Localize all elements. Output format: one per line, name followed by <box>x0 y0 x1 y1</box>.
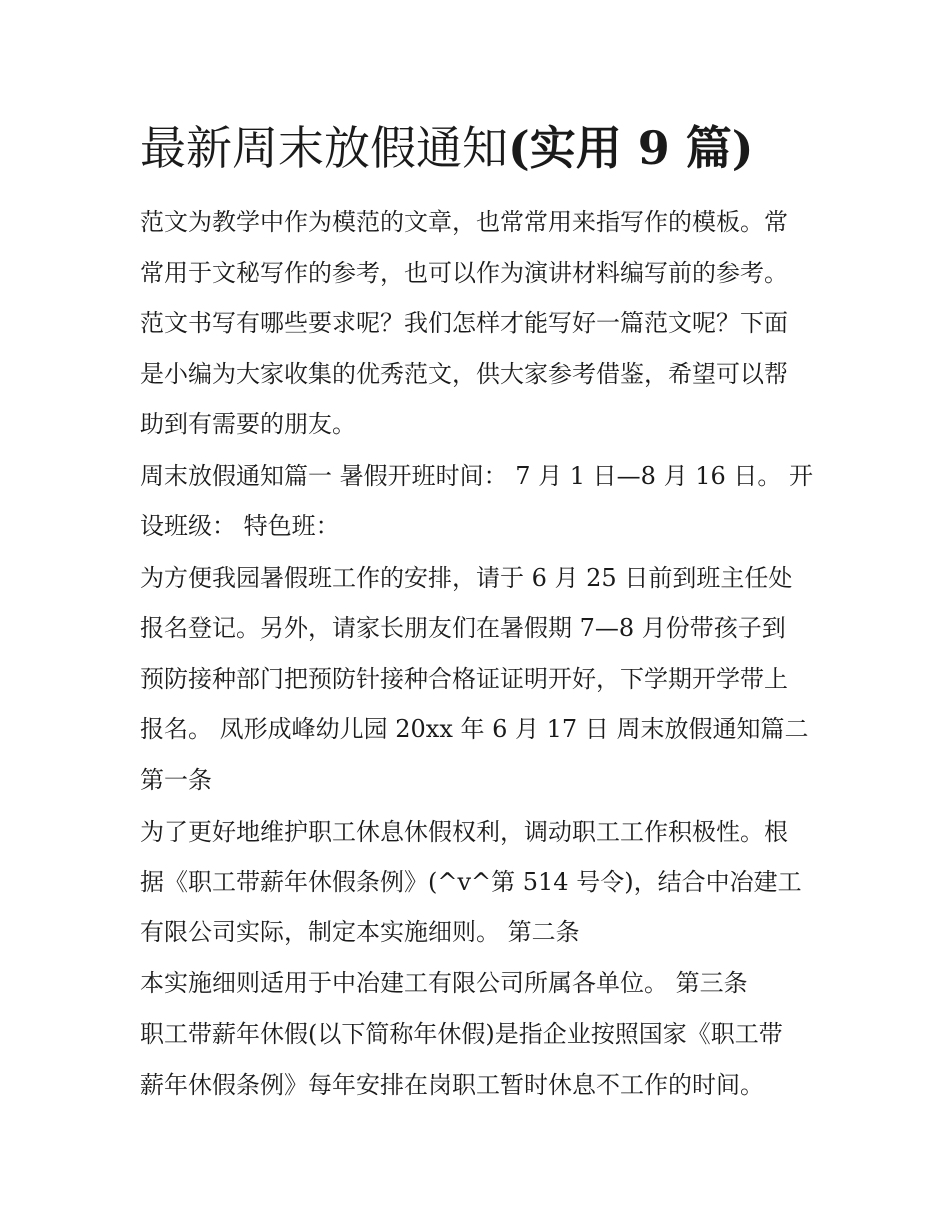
paragraph-line: 报名登记。另外，请家长朋友们在暑假期 7—8 月份带孩子到 <box>140 614 786 642</box>
paragraph-line: 周末放假通知篇一 暑假开班时间： 7 月 1 日—8 月 16 日。 开 <box>140 462 814 490</box>
paragraph-line: 报名。 凤形成峰幼儿园 20xx 年 6 月 17 日 周末放假通知篇二 <box>140 715 809 743</box>
paragraph-line: 据《职工带薪年休假条例》(^v^第 514 号令)，结合中冶建工 <box>140 868 802 896</box>
paragraph-line: 助到有需要的朋友。 <box>140 410 356 438</box>
title-main: 最新周末放假通知 <box>140 121 508 175</box>
paragraph-line: 预防接种部门把预防针接种合格证证明开好，下学期开学带上 <box>140 665 788 693</box>
paragraph-line: 薪年休假条例》每年安排在岗职工暂时休息不工作的时间。 <box>140 1071 764 1099</box>
title-suffix: (实用 9 篇) <box>508 121 754 175</box>
paragraph-line: 范文书写有哪些要求呢？我们怎样才能写好一篇范文呢？下面 <box>140 309 788 337</box>
document-title <box>140 118 840 178</box>
paragraph-line: 有限公司实际，制定本实施细则。 第二条 <box>140 918 580 946</box>
paragraph-line: 范文为教学中作为模范的文章，也常常用来指写作的模板。常 <box>140 208 788 236</box>
paragraph-line: 第一条 <box>140 766 212 794</box>
paragraph-line: 职工带薪年休假(以下简称年休假)是指企业按照国家《职工带 <box>140 1020 783 1048</box>
paragraph-line: 为了更好地维护职工休息休假权利，调动职工工作积极性。根 <box>140 818 788 846</box>
paragraph-line: 设班级： 特色班： <box>140 512 340 540</box>
paragraph-line: 本实施细则适用于中冶建工有限公司所属各单位。 第三条 <box>140 969 748 997</box>
paragraph-line: 为方便我园暑假班工作的安排，请于 6 月 25 日前到班主任处 <box>140 564 793 592</box>
paragraph-line: 是小编为大家收集的优秀范文，供大家参考借鉴，希望可以帮 <box>140 360 788 388</box>
paragraph-line: 常用于文秘写作的参考，也可以作为演讲材料编写前的参考。 <box>140 259 788 287</box>
